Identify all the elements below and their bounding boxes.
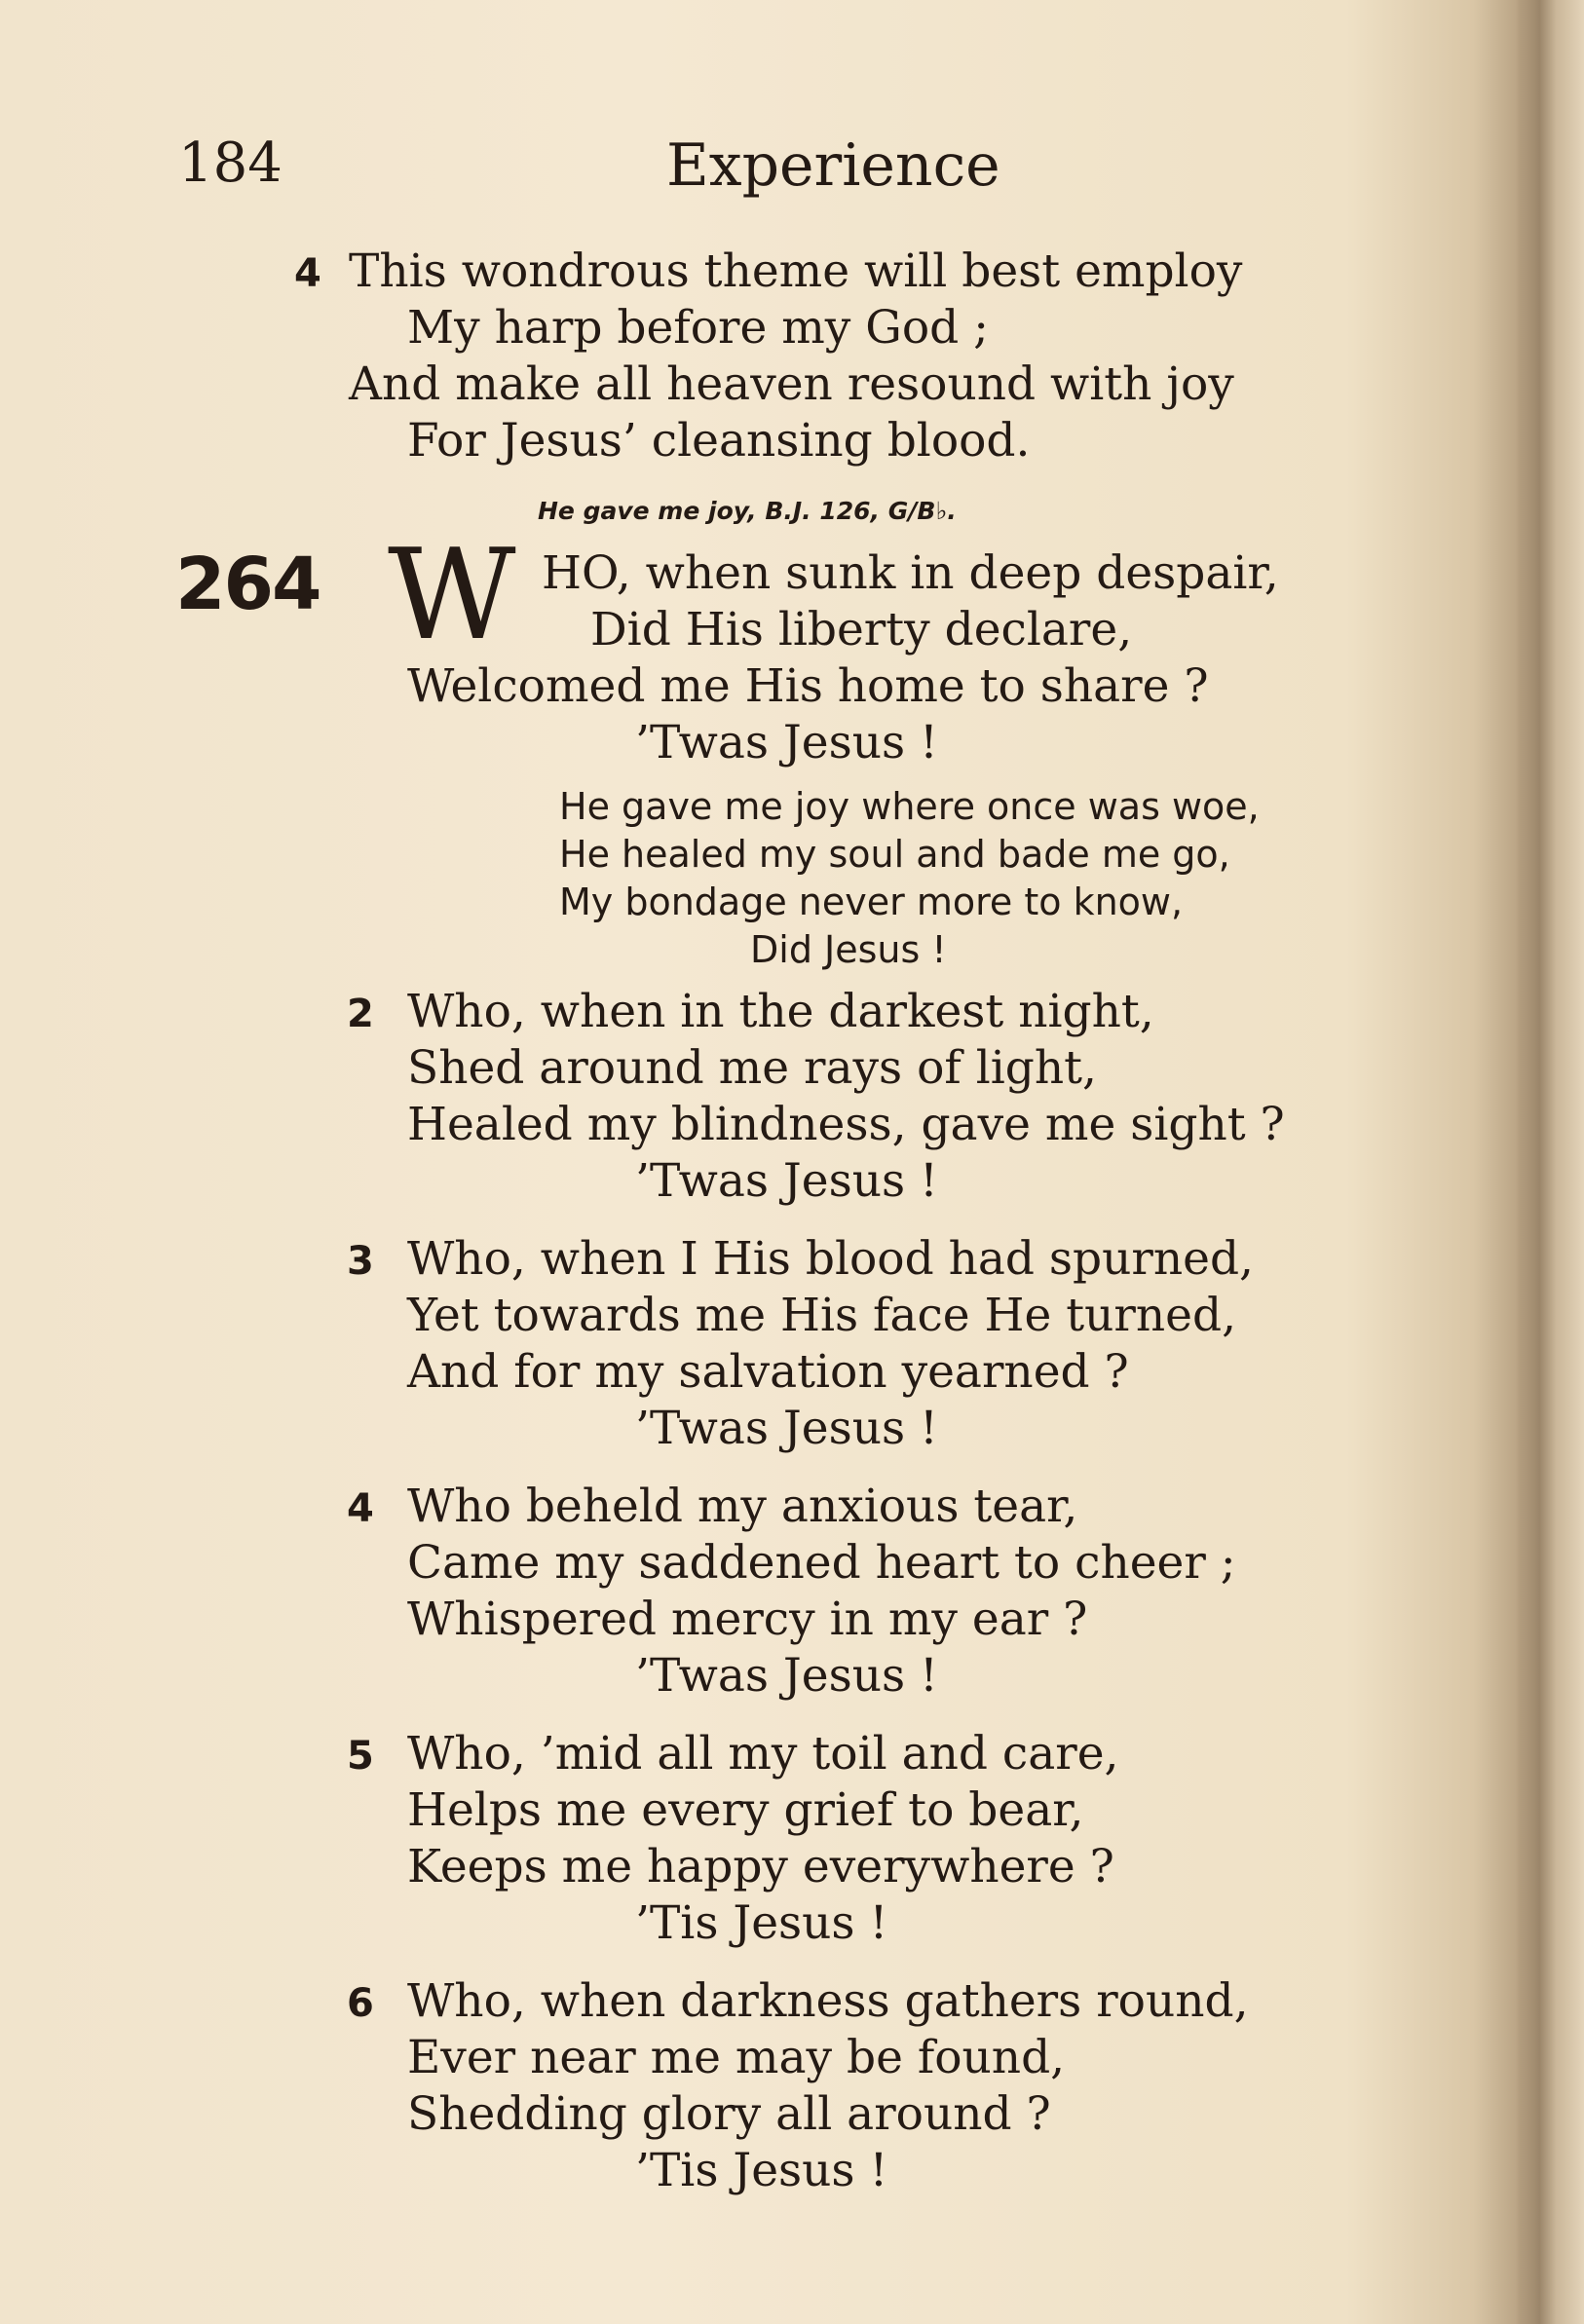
verse-line: Keeps me happy everywhere ? (407, 1840, 1114, 1893)
chorus-line: My bondage never more to know, (559, 881, 1184, 923)
chorus-line: He healed my soul and bade me go, (559, 833, 1230, 876)
verse-line: Came my saddened heart to cheer ; (407, 1536, 1236, 1590)
verse-number: 6 (347, 1981, 374, 2026)
chorus-line: He gave me joy where once was woe, (559, 785, 1260, 828)
verse-line: Healed my blindness, gave me sight ? (407, 1098, 1285, 1151)
drop-cap: W (388, 523, 516, 668)
verse-line: Who, when in the darkest night, (407, 985, 1154, 1038)
tune-reference: He gave me joy, B.J. 126, G/B♭. (538, 497, 957, 525)
prev-verse-line: And make all heaven resound with joy (349, 357, 1234, 411)
verse-line: Who, when darkness gathers round, (407, 1974, 1249, 2028)
page-edge-shadow (1516, 0, 1584, 2324)
verse-line: Shedding glory all around ? (407, 2087, 1051, 2141)
chorus-refrain: Did Jesus ! (750, 928, 947, 971)
verse-line: Who beheld my anxious tear, (407, 1480, 1078, 1533)
verse-number: 3 (347, 1239, 374, 1284)
verse1-line: Did His liberty declare, (590, 603, 1133, 656)
verse-line: Helps me every grief to bear, (407, 1783, 1084, 1837)
verse1-line: Welcomed me His home to share ? (407, 659, 1209, 713)
verse-line: Yet towards me His face He turned, (407, 1289, 1237, 1342)
verse-refrain: ’Tis Jesus ! (635, 2144, 888, 2197)
prev-verse-number: 4 (294, 251, 321, 296)
verse-line: And for my salvation yearned ? (407, 1345, 1129, 1399)
verse-line: Shed around me rays of light, (407, 1041, 1097, 1095)
verse-refrain: ’Twas Jesus ! (635, 1649, 938, 1703)
verse-line: Whispered mercy in my ear ? (407, 1593, 1088, 1646)
verse-number: 5 (347, 1734, 374, 1779)
verse-line: Ever near me may be found, (407, 2031, 1066, 2084)
prev-verse-line: This wondrous theme will best employ (349, 244, 1243, 298)
section-title: Experience (666, 131, 1000, 200)
verse-refrain: ’Tis Jesus ! (635, 1896, 888, 1950)
verse1-refrain: ’Twas Jesus ! (635, 716, 938, 769)
verse-number: 4 (347, 1486, 374, 1531)
hymn-number: 264 (175, 543, 321, 626)
verse-refrain: ’Twas Jesus ! (635, 1402, 938, 1455)
verse-line: Who, when I His blood had spurned, (407, 1232, 1254, 1286)
verse1-first-line: HO, when sunk in deep despair, (542, 546, 1279, 600)
verse-refrain: ’Twas Jesus ! (635, 1154, 938, 1208)
page-number: 184 (178, 131, 283, 195)
prev-verse-line: My harp before my God ; (407, 301, 989, 355)
prev-verse-line: For Jesus’ cleansing blood. (407, 414, 1031, 468)
verse-number: 2 (347, 992, 374, 1036)
verse-line: Who, ’mid all my toil and care, (407, 1727, 1119, 1780)
